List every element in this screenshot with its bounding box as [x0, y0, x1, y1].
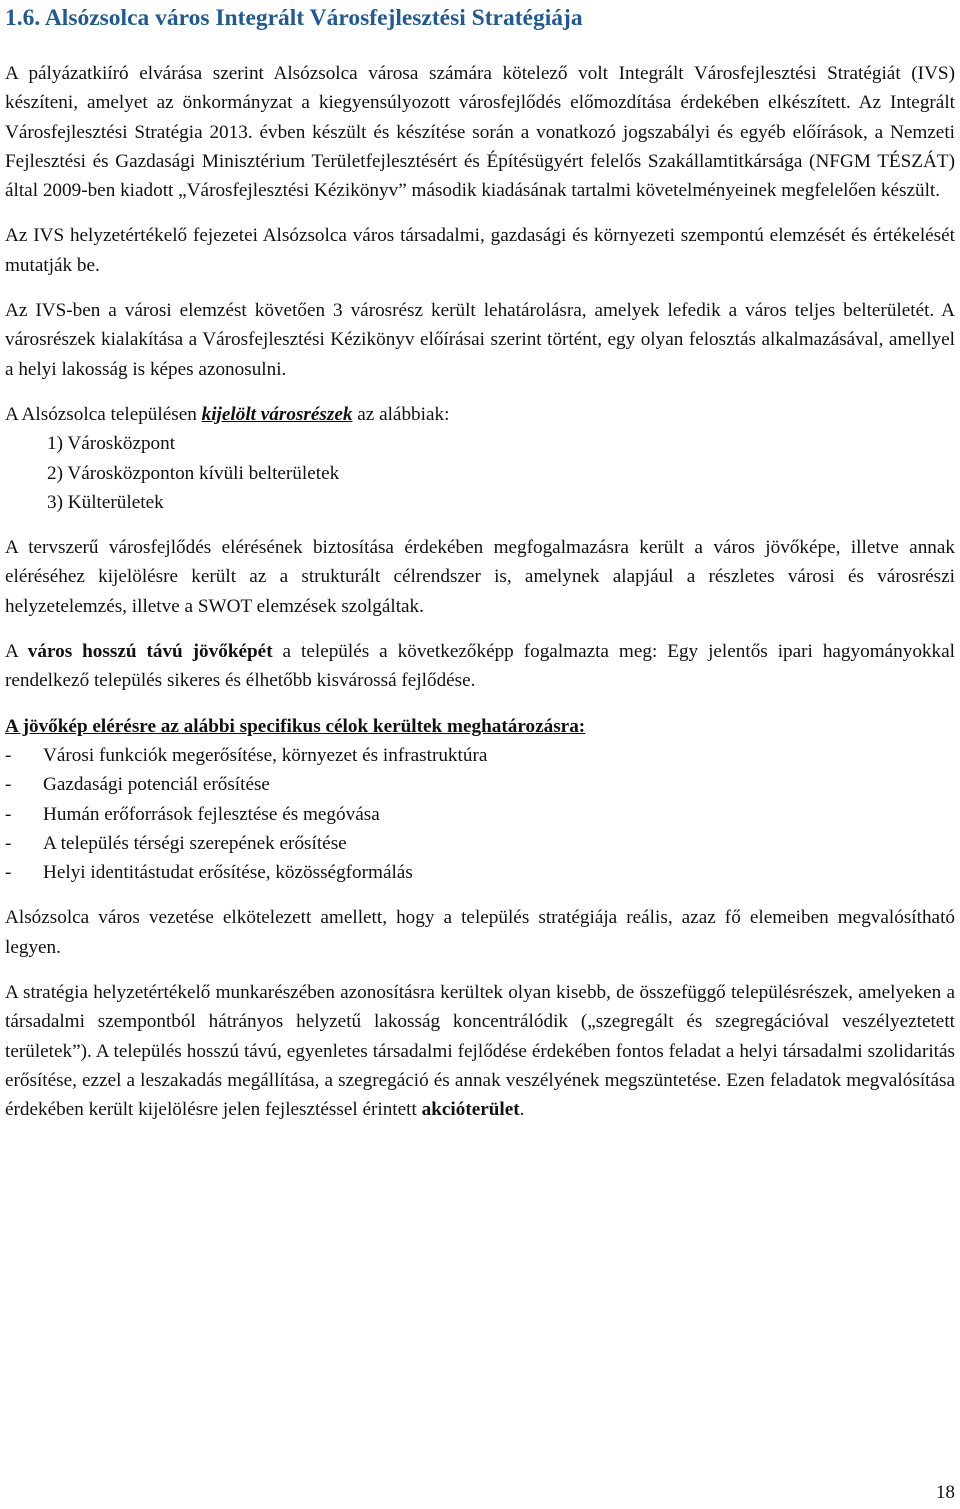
- list-item: 3) Külterületek: [47, 491, 164, 513]
- page-number: 18: [935, 1482, 955, 1503]
- text-run: .: [519, 1099, 525, 1121]
- emphasis-districts: kijelölt városrészek: [201, 403, 353, 425]
- document-page: [5, 0, 955, 1125]
- paragraph-action-area: [5, 978, 955, 1124]
- list-item: 2) Városközponton kívüli belterületek: [47, 462, 340, 484]
- paragraph-districts: Az IVS-ben a városi elemzést követően 3 városrész került lehatárolásra, amelyek lefedik a város teljes belterületét. A városrészek kialakítása a Városfejlesztési Kézikönyv előírásai szerint történt, egy olyan felosztás alkalmazásával, amellyel a helyi lakosság is képes azonosulni.: [5, 300, 955, 380]
- dash-marker: -: [5, 862, 12, 884]
- dash-marker: -: [5, 803, 12, 825]
- paragraph-district-intro: [5, 400, 955, 429]
- goals-heading-text: A jövőkép elérésre az alábbi specifikus célok kerültek meghatározásra:: [5, 715, 586, 737]
- list-item-text: Humán erőforrások fejlesztése és megóvása: [43, 803, 380, 825]
- list-item-text: Helyi identitástudat erősítése, közösségformálás: [43, 862, 413, 884]
- bold-vision: város hosszú távú jövőképét: [27, 641, 273, 663]
- paragraph-intro: A pályázatkiíró elvárása szerint Alsózsolca városa számára kötelező volt Integrált Városfejlesztési Stratégiát (IVS) készíteni, amelyet az önkormányzat a kiegyensúlyozott városfejlődés előmozdítása érdekében elkészített. Az Integrált Városfejlesztési Stratégia 2013. évben készült és készítése során a vonatkozó jogszabályi és egyéb előírások, a Nemzeti Fejlesztési és Gazdasági Minisztérium Területfejlesztésért és Építésügyért felelős Szakállamtitkársága (NFGM TÉSZÁT) által 2009-ben kiadott „Városfejlesztési Kézikönyv” második kiadásának tartalmi követelményeinek megfelelően készült.: [5, 63, 955, 202]
- list-item: [5, 741, 955, 770]
- goals-heading: [5, 712, 955, 741]
- district-list: [5, 429, 955, 517]
- section-heading: 1.6. Alsózsolca város Integrált Városfejlesztési Stratégiája: [5, 5, 583, 31]
- text-run: A: [5, 641, 28, 663]
- text-run: A stratégia helyzetértékelő munkarészében azonosításra kerültek olyan kisebb, de összefüggő településrészek, amelyeken a társadalmi szempontból hátrányos helyzetű lakosság koncentrálódik („szegregált és szegregációval veszélyeztetett területek”). A település hosszú távú, egyenletes társadalmi fejlődése érdekében fontos feladat a helyi társadalmi szolidaritás erősítése, ezzel a leszakadás megállítása, a szegregáció és annak veszélyének megszüntetése. Ezen feladatok megvalósítása érdekében került kijelölésre jelen fejlesztéssel érintett: [5, 982, 955, 1121]
- list-item: [5, 829, 955, 858]
- bold-action-area: akcióterület: [421, 1099, 520, 1121]
- paragraph-vision: [5, 637, 955, 696]
- text-run: a település a következőképp fogalmazta meg: Egy jelentős ipari hagyományokkal rendelkező település sikeres és élhetőbb kisvárossá fejlődése.: [5, 641, 955, 692]
- list-item-text: Gazdasági potenciál erősítése: [43, 774, 270, 796]
- paragraph-situation: Az IVS helyzetértékelő fejezetei Alsózsolca város társadalmi, gazdasági és környezeti szempontú elemzését és értékelését mutatják be.: [5, 225, 955, 276]
- list-item: [5, 858, 955, 887]
- goals-list: [5, 741, 955, 887]
- text-run: az alábbiak:: [352, 403, 450, 425]
- list-item: [5, 800, 955, 829]
- dash-marker: -: [5, 744, 12, 766]
- paragraph-vision-goals: A tervszerű városfejlődés elérésének biztosítása érdekében megfogalmazásra került a város jövőképe, illetve annak eléréséhez kijelölésre került az a strukturált célrendszer is, amelynek alapjául a részletes városi és városrészi helyzetelemzés, illetve a SWOT elemzések szolgáltak.: [5, 537, 955, 617]
- text-run: A Alsózsolca településen: [5, 403, 202, 425]
- paragraph-commitment: Alsózsolca város vezetése elkötelezett amellett, hogy a település stratégiája reális, azaz fő elemeiben megvalósítható legyen.: [5, 907, 955, 958]
- list-item: [5, 770, 955, 799]
- list-item-text: A település térségi szerepének erősítése: [43, 832, 347, 854]
- list-item-text: Városi funkciók megerősítése, környezet és infrastruktúra: [43, 744, 488, 766]
- dash-marker: -: [5, 832, 12, 854]
- dash-marker: -: [5, 774, 12, 796]
- list-item: 1) Városközpont: [47, 433, 176, 455]
